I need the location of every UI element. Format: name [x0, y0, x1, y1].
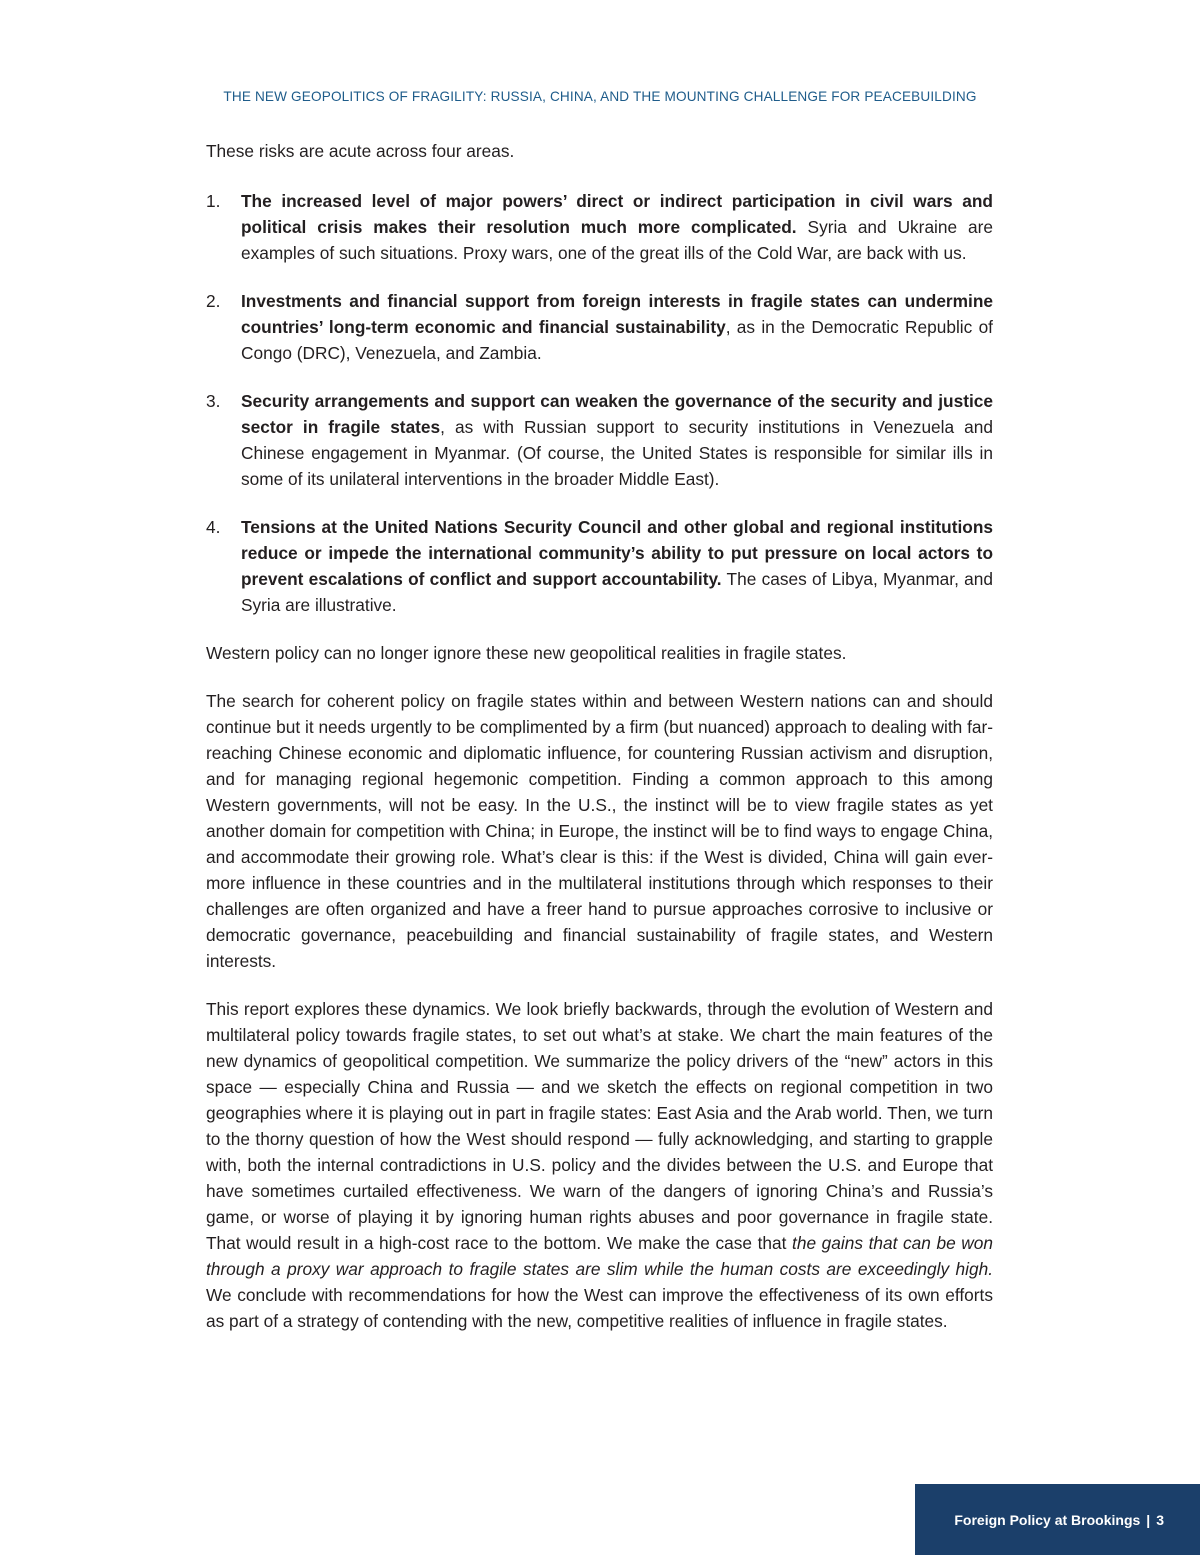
list-item: [206, 388, 993, 492]
list-item-lead: Investments and financial support from foreign interests in fragile states can undermine countries’ long-term economic and financial sustainability: [241, 291, 993, 337]
footer-separator: |: [1146, 1511, 1151, 1528]
list-item: [206, 288, 993, 366]
page-body: [206, 138, 993, 1356]
list-item-lead: The increased level of major powers’ direct or indirect participation in civil wars and political crisis makes their resolution much more complicated.: [241, 191, 993, 237]
list-item: [206, 514, 993, 618]
list-item-lead: Security arrangements and support can weaken the governance of the security and justice sector in fragile states: [241, 391, 993, 437]
list-number: 4.: [206, 517, 221, 537]
risk-list: [206, 188, 993, 618]
list-item-lead: Tensions at the United Nations Security Council and other global and regional institutions reduce or impede the international community’s ability to put pressure on local actors to prevent escalations of conflict and support accountability.: [241, 517, 993, 589]
intro-sentence: These risks are acute across four areas.: [206, 141, 515, 161]
paragraph-text: We conclude with recommendations for how the West can improve the effectiveness of its own efforts as part of a strategy of contending with the new, competitive realities of influence in fragile states.: [206, 1285, 993, 1331]
footer-publication: Foreign Policy at Brookings: [954, 1511, 1141, 1528]
list-item-text: , as with Russian support to security institutions in Venezuela and Chinese engagement in Myanmar. (Of course, the United States is responsible for similar ills in some of its unilateral interventions in the broader Middle East).: [241, 417, 993, 489]
running-header: THE NEW GEOPOLITICS OF FRAGILITY: RUSSIA, CHINA, AND THE MOUNTING CHALLENGE FOR PEACEBUILDING: [223, 89, 977, 104]
page-footer: [915, 1484, 1200, 1555]
paragraph-western-policy: Western policy can no longer ignore these new geopolitical realities in fragile states.: [206, 643, 847, 663]
list-number: 2.: [206, 291, 221, 311]
list-item-text: , as in the Democratic Republic of Congo (DRC), Venezuela, and Zambia.: [241, 317, 993, 363]
paragraph-text: This report explores these dynamics. We look briefly backwards, through the evolution of Western and multilateral policy towards fragile states, to set out what’s at stake. We chart the main features of the new dynamics of geopolitical competition. We summarize the policy drivers of the “new” actors in this space — especially China and Russia — and we sketch the effects on regional competition in two geographies where it is playing out in part in fragile states: East Asia and the Arab world. Then, we turn to the thorny question of how the West should respond — fully acknowledging, and starting to grapple with, both the internal contradictions in U.S. policy and the divides between the U.S. and Europe that have sometimes curtailed effectiveness. We warn of the dangers of ignoring China’s and Russia’s game, or worse of playing it by ignoring human rights abuses and poor governance in fragile state. That would result in a high-cost race to the bottom. We make the case that: [206, 999, 993, 1253]
paragraph-coherent-policy: The search for coherent policy on fragile states within and between Western nations can and should continue but it needs urgently to be complimented by a firm (but nuanced) approach to dealing with far-reaching Chinese economic and diplomatic influence, for countering Russian activism and disruption, and for managing regional hegemonic competition. Finding a common approach to this among Western governments, will not be easy. In the U.S., the instinct will be to view fragile states as yet another domain for competition with China; in Europe, the instinct will be to find ways to engage China, and accommodate their growing role. What’s clear is this: if the West is divided, China will gain ever-more influence in these countries and in the multilateral institutions through which responses to their challenges are often organized and have a freer hand to pursue approaches corrosive to inclusive or democratic governance, peacebuilding and financial sustainability of fragile states, and Western interests.: [206, 691, 993, 971]
list-item-text: The cases of Libya, Myanmar, and Syria are illustrative.: [241, 569, 993, 615]
paragraph-report-overview: [206, 996, 993, 1334]
list-number: 3.: [206, 391, 221, 411]
paragraph-emphasis: the gains that can be won through a proxy war approach to fragile states are slim while the human costs are exceedingly high.: [206, 1233, 993, 1279]
list-item-text: Syria and Ukraine are examples of such situations. Proxy wars, one of the great ills of the Cold War, are back with us.: [241, 217, 994, 263]
list-item: [206, 188, 993, 266]
page-number: 3: [1156, 1511, 1164, 1528]
list-number: 1.: [206, 191, 221, 211]
